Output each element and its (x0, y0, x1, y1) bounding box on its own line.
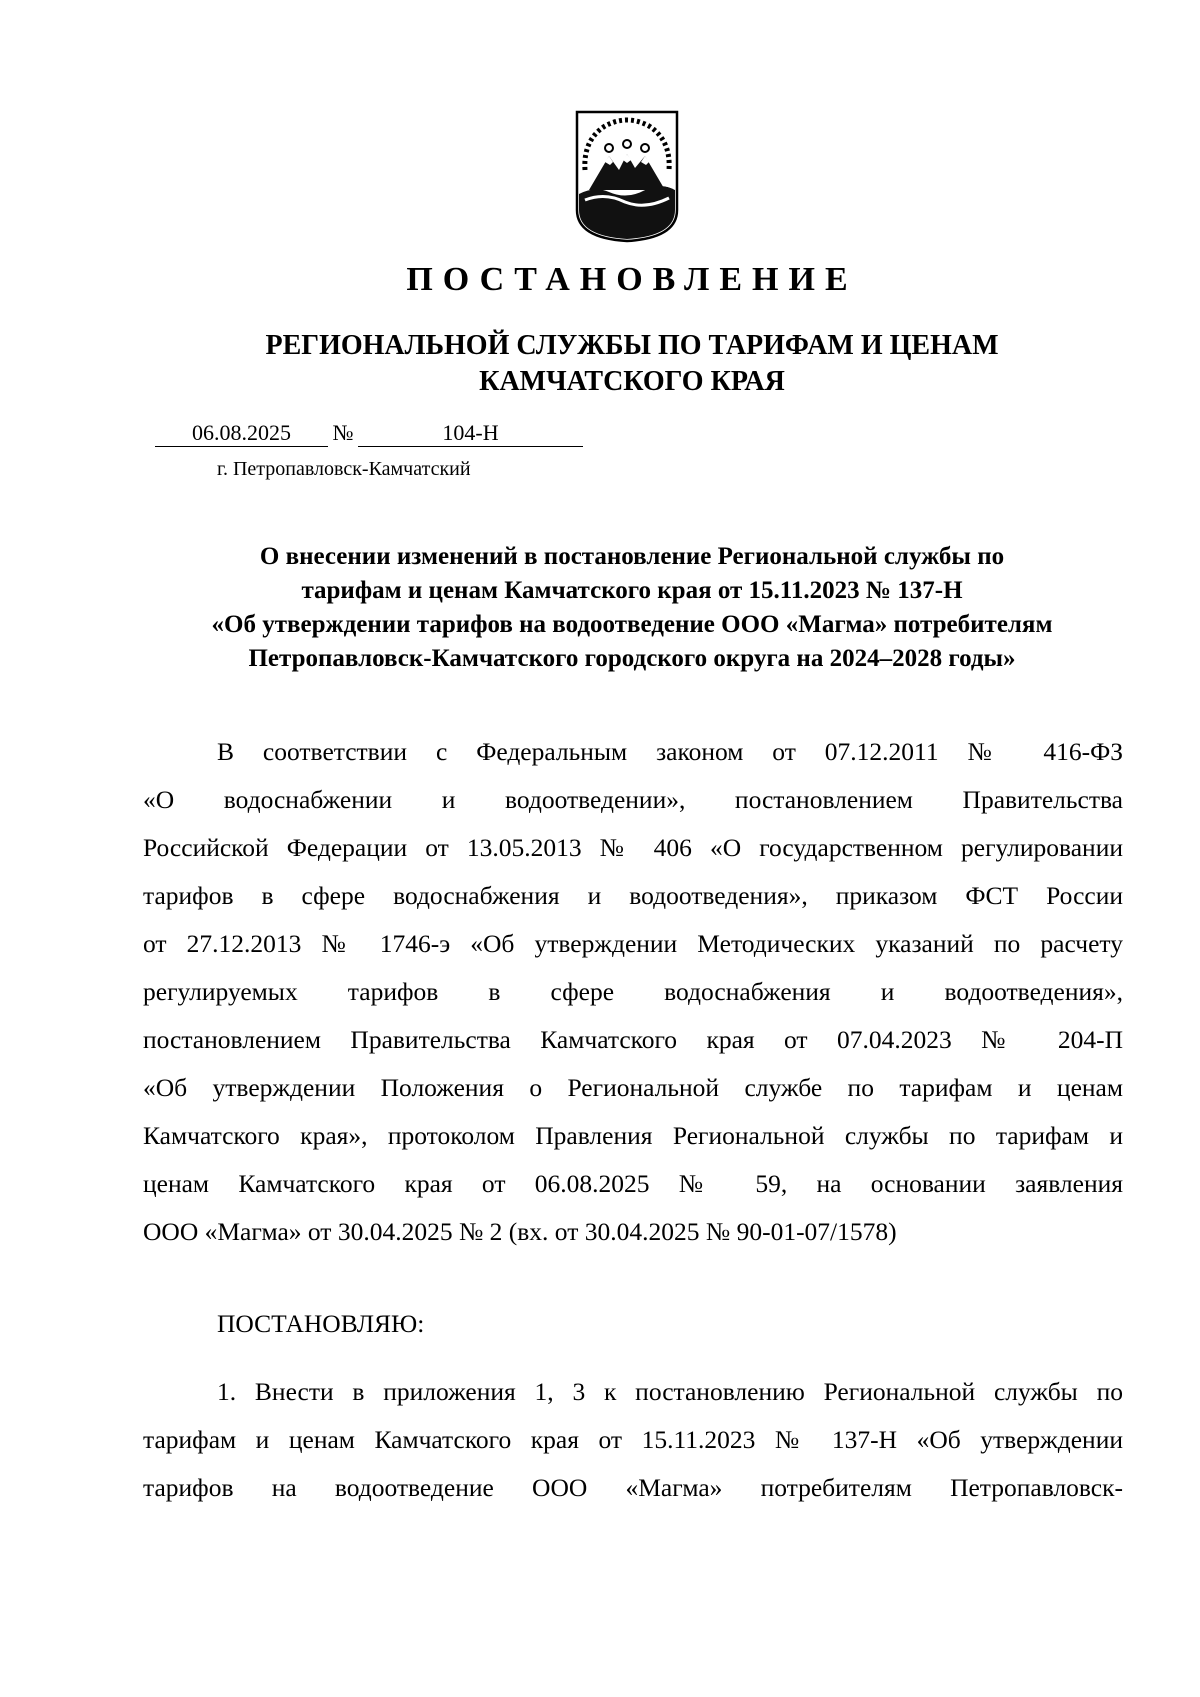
point-1-line: тарифам и ценам Камчатского края от 15.11.2023 № 137-Н «Об утверждении (143, 1425, 1123, 1454)
decree-word: ПОСТАНОВЛЯЮ: (217, 1309, 425, 1338)
document-date: 06.08.2025 (155, 420, 328, 447)
preamble-line: Камчатского края», протоколом Правления Региональной службы по тарифам и (143, 1121, 1123, 1150)
title-line: О внесении изменений в постановление Региональной службы по (259, 543, 1005, 570)
preamble-line: от 27.12.2013 № 1746-э «Об утверждении Методических указаний по расчету (143, 929, 1123, 958)
kamchatka-coat-of-arms-icon (575, 110, 679, 243)
title-line: «Об утверждении тарифов на водоотведение ООО «Магма» потребителям (211, 611, 1053, 638)
city-of-issue: г. Петропавловск-Камчатский (217, 458, 471, 480)
number-sign: № (332, 420, 354, 445)
preamble-line: тарифов в сфере водоснабжения и водоотведения», приказом ФСТ России (143, 881, 1123, 910)
preamble-line: регулируемых тарифов в сфере водоснабжения и водоотведения», (143, 977, 1123, 1006)
point-1-line: тарифов на водоотведение ООО «Магма» потребителям Петропавловск- (143, 1473, 1123, 1502)
authority-line-1: РЕГИОНАЛЬНОЙ СЛУЖБЫ ПО ТАРИФАМ И ЦЕНАМ (265, 330, 999, 361)
preamble-line: В соответствии с Федеральным законом от 07.12.2011 № 416-ФЗ (217, 737, 1123, 766)
document-type-heading: ПОСТАНОВЛЕНИЕ (406, 261, 858, 298)
document-title (0, 540, 1200, 676)
preamble-line: ценам Камчатского края от 06.08.2025 № 59, на основании заявления (143, 1169, 1123, 1198)
preamble-line: Российской Федерации от 13.05.2013 № 406 «О государственном регулировании (143, 833, 1123, 862)
preamble-line: постановлением Правительства Камчатского края от 07.04.2023 № 204-П (143, 1025, 1123, 1054)
authority-line-2: КАМЧАТСКОГО КРАЯ (479, 366, 785, 397)
issuing-authority (0, 328, 1200, 400)
title-line: тарифам и ценам Камчатского края от 15.11.2023 № 137-Н (301, 577, 963, 604)
point-1-line: 1. Внести в приложения 1, 3 к постановлению Региональной службы по (217, 1377, 1123, 1406)
title-line: Петропавловск-Камчатского городского округа на 2024–2028 годы» (248, 645, 1016, 672)
preamble-line: «О водоснабжении и водоотведении», постановлением Правительства (143, 785, 1123, 814)
document-number: 104-Н (358, 420, 583, 447)
preamble-line: «Об утверждении Положения о Региональной службе по тарифам и ценам (143, 1073, 1123, 1102)
preamble-line: ООО «Магма» от 30.04.2025 № 2 (вх. от 30.04.2025 № 90-01-07/1578) (143, 1217, 897, 1246)
